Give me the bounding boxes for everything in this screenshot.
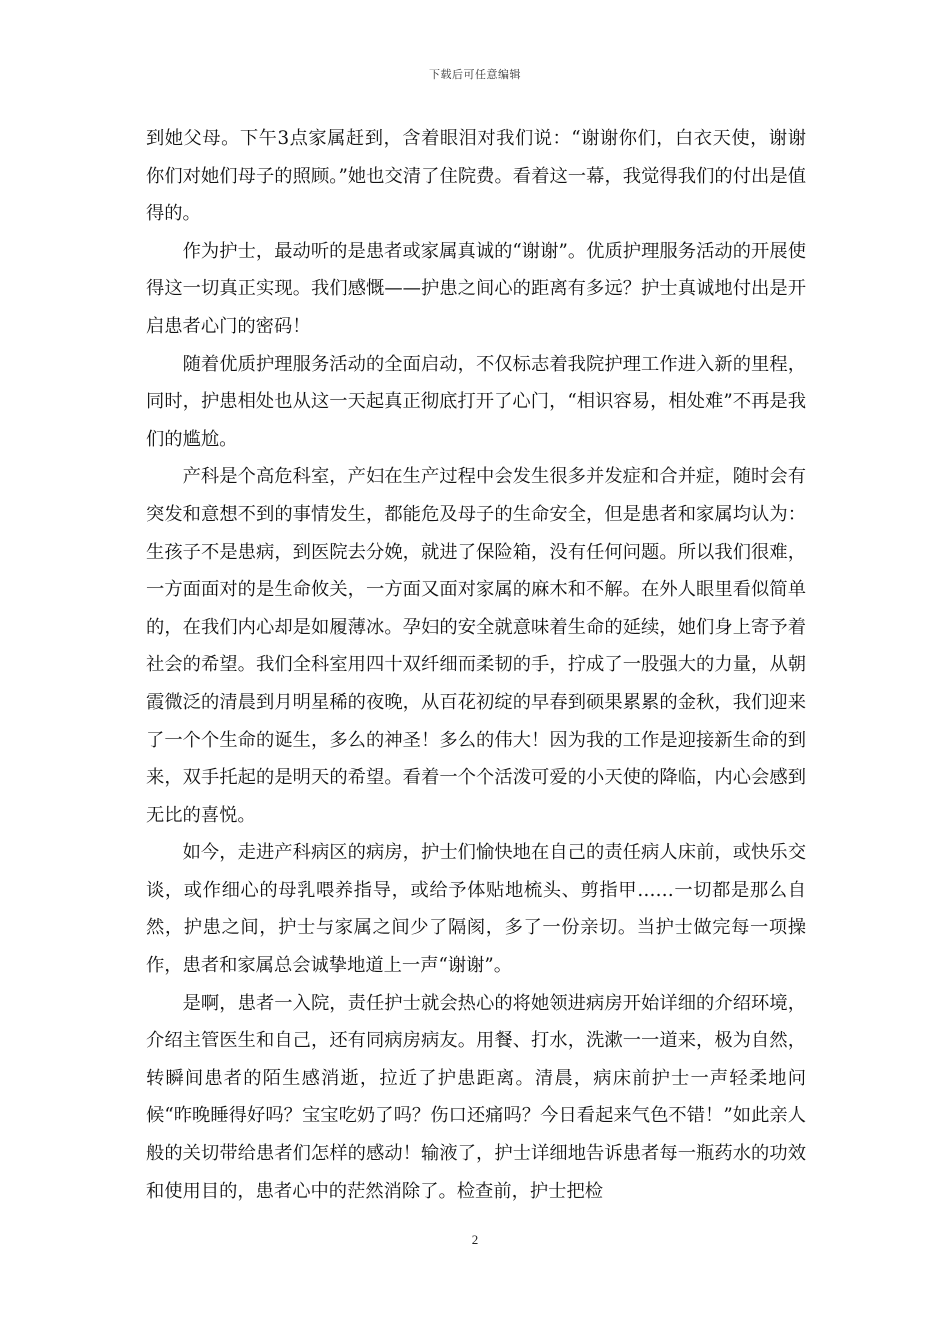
document-body <box>146 120 806 1210</box>
paragraph: 如今，走进产科病区的病房，护士们愉快地在自己的责任病人床前，或快乐交谈，或作细心的母乳喂养指导，或给予体贴地梳头、剪指甲……一切都是那么自然，护患之间，护士与家属之间少了隔阂，多了一份亲切。当护士做完每一项操作，患者和家属总会诚挚地道上一声“谢谢”。 <box>146 842 806 977</box>
paragraph: 是啊，患者一入院，责任护士就会热心的将她领进病房开始详细的介绍环境，介绍主管医生和自己，还有同病房病友。用餐、打水，洗漱一一道来，极为自然，转瞬间患者的陌生感消逝，拉近了护患距离。清晨，病床前护士一声轻柔地问候“昨晚睡得好吗？宝宝吃奶了吗？伤口还痛吗？今日看起来气色不错！”如此亲人般的关切带给患者们怎样的感动！输液了，护士详细地告诉患者每一瓶药水的功效和使用目的，患者心中的茫然消除了。检查前，护士把检 <box>146 992 806 1202</box>
page-number: 2 <box>471 1232 479 1247</box>
paragraph-continuation: 到她父母。下午3点家属赶到，含着眼泪对我们说：“谢谢你们，白衣天使，谢谢你们对她们母子的照顾。”她也交清了住院费。看着这一幕，我觉得我们的付出是值得的。 <box>146 128 806 225</box>
paragraph: 作为护士，最动听的是患者或家属真诚的“谢谢”。优质护理服务活动的开展使得这一切真正实现。我们感慨——护患之间心的距离有多远？护士真诚地付出是开启患者心门的密码！ <box>146 240 806 337</box>
paragraph: 产科是个高危科室，产妇在生产过程中会发生很多并发症和合并症，随时会有突发和意想不到的事情发生，都能危及母子的生命安全，但是患者和家属均认为：生孩子不是患病，到医院去分娩，就进了保险箱，没有任何问题。所以我们很难，一方面面对的是生命攸关，一方面又面对家属的麻木和不解。在外人眼里看似简单的，在我们内心却是如履薄冰。孕妇的安全就意味着生命的延续，她们身上寄予着社会的希望。我们全科室用四十双纤细而柔韧的手，拧成了一股强大的力量，从朝霞微泛的清晨到月明星稀的夜晚，从百花初绽的早春到硕果累累的金秋，我们迎来了一个个生命的诞生，多么的神圣！多么的伟大！因为我的工作是迎接新生命的到来，双手托起的是明天的希望。看着一个个活泼可爱的小天使的降临，内心会感到无比的喜悦。 <box>146 466 806 826</box>
paragraph: 随着优质护理服务活动的全面启动，不仅标志着我院护理工作进入新的里程，同时，护患相处也从这一天起真正彻底打开了心门，“相识容易，相处难”不再是我们的尴尬。 <box>146 353 806 450</box>
page-header: 下载后可任意编辑 <box>429 68 521 81</box>
